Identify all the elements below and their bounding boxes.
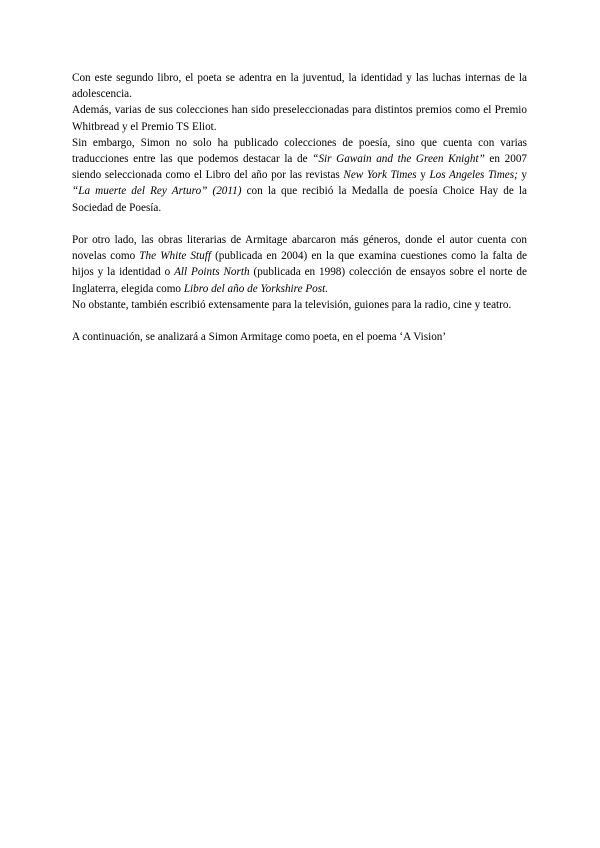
title-the-white-stuff: The White Stuff — [139, 250, 211, 263]
paragraph-gap — [72, 216, 527, 232]
paragraph-adolescence: Con este segundo libro, el poeta se adentra en la juventud, la identidad y las luchas internas de la adolescencia. — [72, 72, 527, 101]
paragraph-awards: Además, varias de sus colecciones han sido preseleccionadas para distintos premios como el Premio Whitbread y el Premio TS Eliot. — [72, 104, 527, 133]
title-los-angeles-times: Los Angeles Times; — [429, 169, 518, 182]
title-sir-gawain: “Sir Gawain and the Green Knight” — [312, 153, 485, 166]
text-run: Sin embargo, Simon no solo ha publicado colecciones de poesía, sino que cuenta con varias traducciones entre las que podemos destacar la de — [72, 136, 527, 166]
paragraph-television: No obstante, también escribió extensamente para la televisión, guiones para la radio, cine y teatro. — [72, 298, 512, 311]
text-run: con la que recibió la Medalla de poesía Choice Hay de la Sociedad de Poesía. — [72, 185, 527, 214]
paragraph-novels — [72, 232, 527, 297]
title-new-york-times: New York Times — [343, 169, 417, 182]
paragraph-gap — [72, 313, 527, 329]
title-libro-del-ano: Libro del año de Yorkshire Post. — [183, 282, 329, 295]
paragraph-conclusion: A continuación, se analizará a Simon Armitage como poeta, en el poema ‘A Vision’ — [72, 331, 447, 344]
title-all-points-north: All Points North — [174, 266, 250, 279]
text-run: y — [517, 169, 528, 182]
document-body — [72, 70, 527, 345]
text-run: en 2007 siendo seleccionada como el Libro del año por las revistas — [72, 153, 527, 182]
text-run: (publicada en 1998) colección de ensayos sobre el norte de Inglaterra, elegida como — [72, 266, 527, 295]
text-run: Por otro lado, las obras literarias de Armitage abarcaron más géneros, donde el autor cuenta con novelas como — [72, 234, 527, 263]
title-la-muerte-del-rey-arturo: “La muerte del Rey Arturo” (2011) — [72, 185, 242, 198]
text-run: (publicada en 2004) en la que examina cuestiones como la falta de hijos y la identidad o — [72, 250, 528, 279]
text-run: y — [416, 169, 430, 182]
paragraph-translations — [72, 135, 527, 216]
